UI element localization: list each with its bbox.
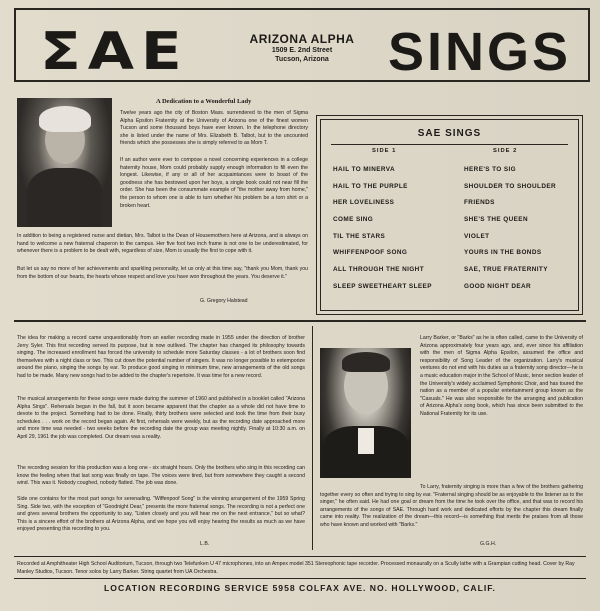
story-paragraph: The musical arrangements for these songs were made during the summer of 1960 and published in a booklet called "Arizona Alpha Sings". Rehersals began in the fall, but it soon became apparent that the chapter as a whole did not have time to devote to the project. Something had to be done. Finally, thirty brothers were selected and took the time from their busy schedules . . . work on the record began again. At first, rehersals were weekly, but as the recording date approached more and more time was needed - two weeks before the recording date the group was meeting nightly. Finally at 10:30 a.m. on April 29, 1961 the job was completed. Our dream was a reality. [17,396,305,440]
label-footer: LOCATION RECORDING SERVICE 5958 COLFAX AVE. NO. HOLLYWOOD, CALIF. [104,583,496,593]
song-leader-signature: G.G.H. [480,541,497,547]
dedication-paragraph: In addition to being a registered nurse and dietian, Mrs. Talbot is the Dean of Housemothers here at Arizona, and is always on hand to welcome a new fraternal chaperon to the campus. Her five foot two inch frame is not one to be underestimated, for whenever there is a problem to be dealt with, regardless of size, Mom is usually the first to cope with it. [17,233,308,255]
side2-heading: SIDE 2 [493,148,518,154]
section-divider [14,578,586,579]
dedication-paragraph: Twelve years ago the city of Boston Mass. surrendered to the men of Sigma Alpha Epsilon Fraternity at the University of Arizona one of the finest women Tucson and some thousand boys have ever known. In the telephone directory she is listed under the name of Mrs. Elizabeth B. Talbot, but to the uncounted friends which she possesses she is simply referred to as Mom T. [120,110,308,147]
song-title: SAE, TRUE FRATERNITY [464,266,548,273]
song-title: SLEEP SWEETHEART SLEEP [333,283,432,290]
song-title: WHIFFENPOOF SONG [333,249,408,256]
header-box [14,8,590,82]
chapter-address-line2: Tucson, Arizona [275,56,329,63]
song-list-box [316,115,583,315]
song-leader-photo [320,348,411,478]
song-title: GOOD NIGHT DEAR [464,283,532,290]
side1-heading: SIDE 1 [372,148,397,154]
song-title: VIOLET [464,233,490,240]
section-divider [14,556,586,557]
column-divider [312,326,313,550]
dedication-paragraph: But let us say no more of her achievements and sparkling personality, let us only at this time say, "thank you Mom, thank you from the bottom of our hearts, the hearts whose respect and love you have won throughout the years. You deserve it." [17,266,308,280]
album-title: SINGS [388,22,572,82]
song-title: HER LOVELINESS [333,199,395,206]
song-title: SHE'S THE QUEEN [464,216,528,223]
story-paragraph: The idea for making a record came unquestionably from an earlier recording made in 1955 under the direction of brother Jerry Syler. This first recording served its purpose, but is now outlived. The chapter has changed its philosophy towards singing. The increased enrollment has forced the university to schedule more Saturday classes - a lot of brothers soon find themselves with a night class or two. This cut down the potential number of singers. It was no longer possible to extemporize around the piano, singing the songs by ear. To produce good singing in minimum time, new arrangements of the old songs had to be made. Many new songs had to be added to the chapter's repertoire. It was time for a new record. [17,335,305,379]
story-paragraph: The recording session for this production was a long one - six straight hours. Only the brothers who sing in this recording can know the feeling when that last song was finally on tape. The voices were tired, but from somewhere they caught a second wind. This was it. Nobody coughed, nobody flatted. The job was done. [17,465,305,487]
song-leader-paragraph: To Larry, fraternity singing is more than a few of the brothers gathering together every so often and trying to sing by ear. "Fraternal singing should be as enjoyable to the listener as to the singer," he often said. He had one goal or dream from the time he took over the office, and that was to record his arrangements of the songs of SAE. Through hard work and dedicated efforts by the chapter this dream finally came into reality. The realization of the dream—this record—is something that merits the praises from all those who have known and worked with "Barks." [320,484,583,528]
song-title: YOURS IN THE BONDS [464,249,542,256]
dedication-paragraph: If an author were ever to compose a novel concerning experiences in a college fraternity house, Mom could probably supply enough information to fill even the longest. Likewise, if any or all of her acquaintances were to boast of the goodness she has bestowed upon her boys, a single book could not near fill the order. She has been the consummate example of "the mother away from home," the person to whom one is able to turn whether his problem be a torn shirt or a broken heart. [120,157,308,209]
dedication-signature: G. Gregory Halstead [200,298,248,304]
chapter-info [237,32,367,64]
section-divider [14,320,586,322]
song-title: ALL THROUGH THE NIGHT [333,266,425,273]
song-title: HERE'S TO SIG [464,166,517,173]
song-title: HAIL TO THE PURPLE [333,183,408,190]
housemother-photo [17,98,112,227]
song-title: COME SING [333,216,374,223]
chapter-address-line1: 1509 E. 2nd Street [271,47,333,54]
song-title: SHOULDER TO SHOULDER [464,183,557,190]
song-title: HAIL TO MINERVA [333,166,395,173]
song-title: FRIENDS [464,199,495,206]
recording-credits: Recorded at Amphitheater High School Auditorium, Tucson, through two Telefunken U 47 microphones, into an Ampex model 351 Stereophonic tape recorder. Processed monaurally on a Scully lathe with a Grampian cutting head. Cover by Ray Manley Studios, Tucson. Tenor solos by Larry Barker. String quartet from UA Orchestra. [17,561,575,575]
song-title: TIL THE STARS [333,233,386,240]
story-paragraph: Side one contains for the most part songs for serenading. "Wiffenpoof Song" is the winning arrangement of the 1959 Spring Sing. Side two, with the exception of "Goodnight Dear," presents the more fraternal songs. The recording is not a perfect one and gives several brothers the opportunity to say, "Listen closely and you will hear me on the next entrance," but so what? This is a sincere effort of the brothers at Arizona Alpha, and we hope you will enjoy hearing the results as much as we have enjoyed presenting this recording to you. [17,496,305,533]
song-list-title: SAE SINGS [417,128,482,139]
song-leader-paragraph: Larry Barker, or "Barks" as he is often called, came to the University of Arizona approximately four years ago, and, ever since his affiliation with the men of Sigma Alpha Epsilon, assumed the office and responsibility of Song Leader of the organization. Larry's musical ventures do not end with his duties as a fraternity song director—he is a music education major in the School of Music, tenor section leader of the University's widely acclaimed Symphonic Choir, and has toured the nation as a member of a popular entertainment group known as the "Casuals." He was also responsible for the arranging and publication of Arizona Alpha's song book, which has since been submitted to the National Fraternity for its use. [420,335,583,417]
dedication-title: A Dedication to a Wonderful Lady [156,98,252,105]
greek-letters: ΣΑΕ [40,22,189,82]
chapter-name: ARIZONA ALPHA [249,32,355,46]
story-signature: L.B. [200,541,210,547]
